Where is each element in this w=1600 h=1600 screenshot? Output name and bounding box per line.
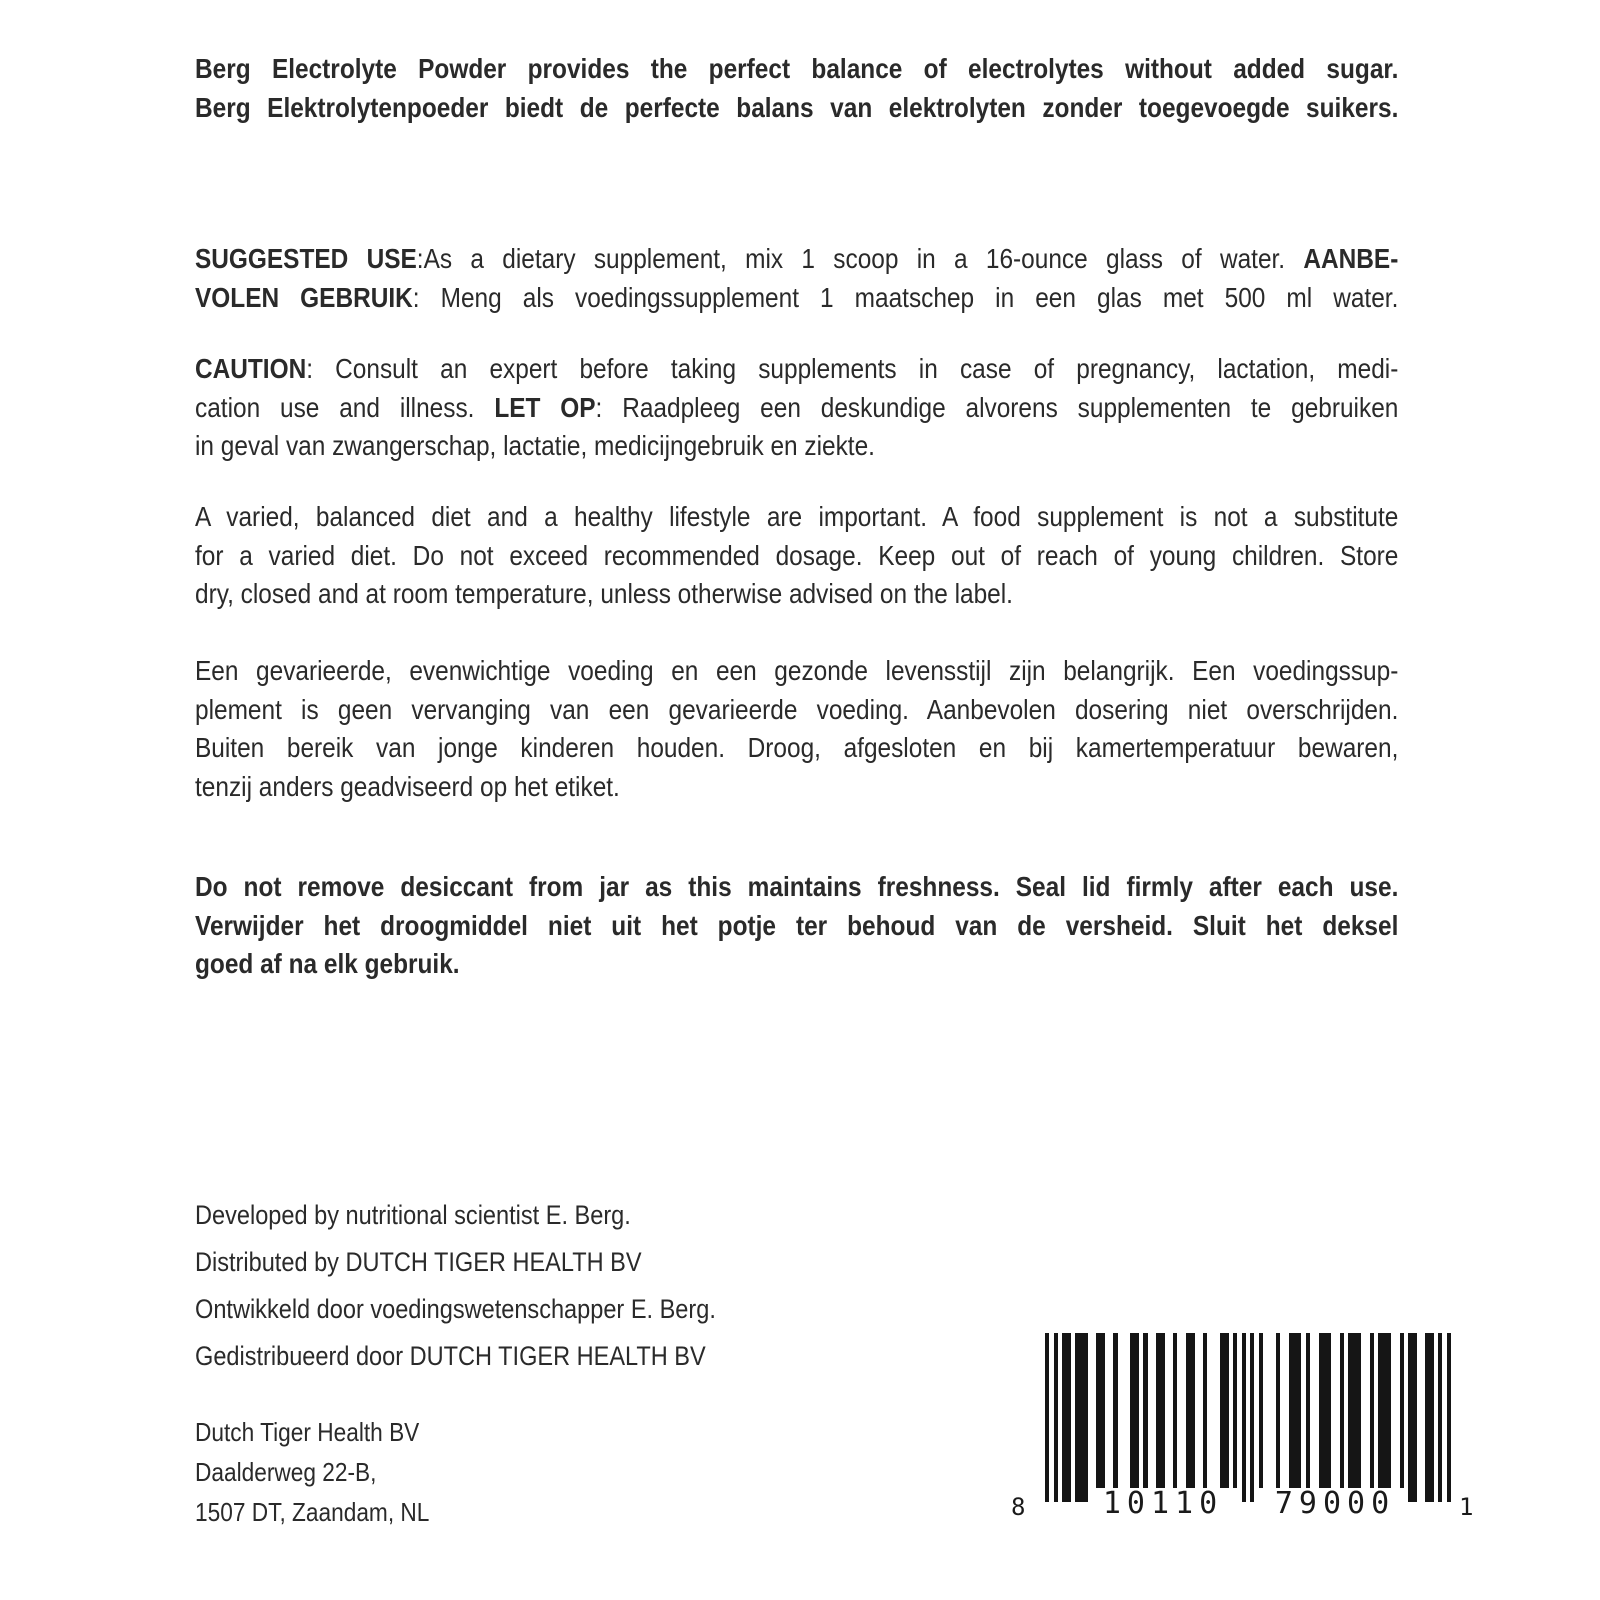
text-segment: Distributed by DUTCH TIGER HEALTH BV	[195, 1247, 642, 1277]
paragraph-caution	[195, 350, 1398, 466]
text-segment: : Meng als voedingssupplement 1 maatschep in een glas met 500 ml water.	[412, 281, 1399, 313]
text-segment: 1507 DT, Zaandam, NL	[195, 1497, 430, 1527]
text-segment: : Raadpleeg een deskundige alvorens supplementen te gebruiken	[595, 391, 1399, 423]
text-segment: Developed by nutritional scientist E. Berg.	[195, 1200, 631, 1230]
text-line	[195, 729, 1398, 768]
text-segment: Daalderweg 22-B,	[195, 1457, 377, 1487]
paragraph-varied-diet-nl	[195, 652, 1398, 806]
text-segment: SUGGESTED USE	[195, 243, 417, 274]
barcode-bar	[1447, 1333, 1451, 1502]
text-segment: A varied, balanced diet and a healthy lifestyle are important. A food supplement is not a substitute	[195, 501, 1399, 532]
text-segment: in geval van zwangerschap, lactatie, medicijngebruik en ziekte.	[195, 430, 875, 461]
text-line	[195, 868, 1398, 907]
barcode-bar	[1156, 1333, 1165, 1488]
text-segment: CAUTION	[195, 353, 307, 384]
paragraph-intro-bilingual	[195, 50, 1398, 127]
barcode-bar	[1306, 1333, 1310, 1488]
barcode-bar	[1425, 1333, 1434, 1502]
text-segment: Berg Electrolyte Powder provides the perfect balance of electrolytes without added sugar.	[195, 53, 1399, 84]
text-line	[195, 652, 1398, 691]
barcode-bar	[1242, 1333, 1246, 1502]
barcode-bar	[1186, 1333, 1195, 1488]
text-line	[195, 389, 1398, 428]
text-segment: : Consult an expert before taking supplements in case of pregnancy, lactation, medi-	[306, 353, 1399, 384]
barcode-bar	[1340, 1333, 1344, 1488]
barcode-bar	[1348, 1333, 1361, 1488]
text-line	[195, 279, 1398, 318]
text-segment: Een gevarieerde, evenwichtige voeding en een gezonde levensstijl zijn belangrijk. Een voedingssup-	[195, 655, 1399, 686]
barcode-bar	[1233, 1333, 1237, 1488]
text-line	[195, 498, 1398, 537]
text-line	[195, 1239, 1398, 1286]
text-line	[195, 907, 1398, 946]
text-line	[195, 945, 1398, 984]
barcode-bar	[1130, 1333, 1139, 1488]
text-segment: LET OP	[494, 391, 596, 423]
barcode-bar	[1062, 1333, 1071, 1502]
barcode-bar	[1319, 1333, 1332, 1488]
text-segment: Dutch Tiger Health BV	[195, 1417, 420, 1447]
barcode-bar	[1400, 1333, 1404, 1488]
barcode-bar	[1250, 1333, 1254, 1502]
paragraph-varied-diet-en	[195, 498, 1398, 614]
text-line	[195, 691, 1398, 730]
barcode-bar	[1075, 1333, 1088, 1502]
barcode-bar	[1259, 1333, 1263, 1488]
barcode-bar	[1220, 1333, 1229, 1488]
barcode-bar	[1054, 1333, 1058, 1502]
text-segment: AANBE-	[1303, 243, 1399, 274]
barcode-bar	[1289, 1333, 1302, 1488]
barcode-digits-group1: 10110	[1102, 1486, 1224, 1521]
text-line	[195, 575, 1398, 614]
text-segment: cation use and illness.	[195, 391, 495, 423]
text-line	[195, 427, 1398, 466]
text-line	[195, 768, 1398, 807]
text-segment: Verwijder het droogmiddel niet uit het potje ter behoud van de versheid. Sluit het deksel	[195, 909, 1399, 941]
text-segment: Buiten bereik van jonge kinderen houden. Droog, afgesloten en bij kamertemperatuur bewaren,	[195, 732, 1399, 763]
barcode-bar	[1143, 1333, 1147, 1488]
barcode-bar	[1408, 1333, 1417, 1502]
barcode-bar	[1096, 1333, 1105, 1488]
text-line	[195, 1192, 1398, 1239]
barcode-bar	[1045, 1333, 1049, 1502]
text-line	[195, 537, 1398, 576]
text-segment: Ontwikkeld door voedingswetenschapper E. Berg.	[195, 1294, 716, 1324]
text-segment: goed af na elk gebruik.	[195, 948, 460, 979]
barcode-digit-system: 8	[1011, 1493, 1026, 1521]
text-line	[195, 50, 1398, 89]
text-segment: for a varied diet. Do not exceed recommended dosage. Keep out of reach of young children. Store	[195, 539, 1399, 571]
paragraph-desiccant-notice	[195, 868, 1398, 984]
text-segment: dry, closed and at room temperature, unless otherwise advised on the label.	[195, 578, 1013, 609]
text-segment: VOLEN GEBRUIK	[195, 281, 413, 313]
text-segment: plement is geen vervanging van een gevarieerde voeding. Aanbevolen dosering niet overschrijden.	[195, 693, 1399, 725]
text-segment: Gedistribueerd door DUTCH TIGER HEALTH BV	[195, 1341, 706, 1371]
text-line	[195, 240, 1398, 279]
barcode-bar	[1438, 1333, 1442, 1502]
barcode-digits-group2: 79000	[1274, 1486, 1396, 1521]
barcode-bar	[1378, 1333, 1391, 1488]
text-segment: Do not remove desiccant from jar as this maintains freshness. Seal lid firmly after each use.	[195, 871, 1399, 902]
barcode-bar	[1203, 1333, 1207, 1488]
barcode-bar	[1276, 1333, 1280, 1488]
text-line	[195, 1286, 1398, 1333]
text-line	[195, 89, 1398, 128]
barcode-bar	[1370, 1333, 1374, 1488]
barcode	[1011, 1333, 1474, 1528]
text-segment: tenzij anders geadviseerd op het etiket.	[195, 770, 620, 802]
text-line	[195, 350, 1398, 389]
text-segment: Berg Elektrolytenpoeder biedt de perfecte balans van elektrolyten zonder toegevoegde suikers.	[195, 91, 1399, 123]
paragraph-suggested-use	[195, 240, 1398, 317]
barcode-digit-check: 1	[1459, 1493, 1474, 1521]
barcode-bar	[1173, 1333, 1177, 1488]
text-segment: :As a dietary supplement, mix 1 scoop in a 16-ounce glass of water.	[416, 243, 1304, 274]
barcode-bar	[1113, 1333, 1117, 1488]
